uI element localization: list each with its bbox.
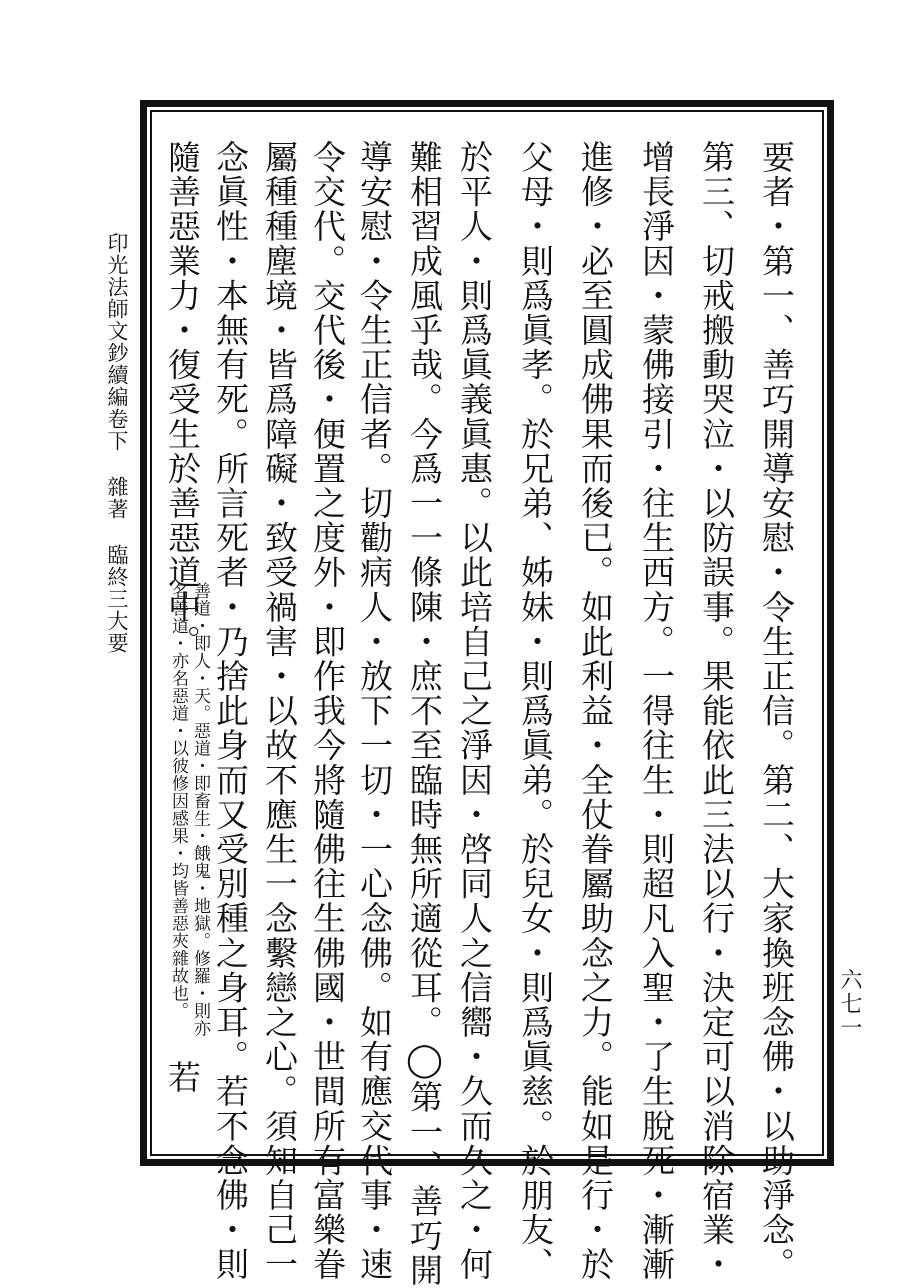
text-column-10: 屬種種塵境・皆爲障礙・致受禍害・以故不應生一念繫戀之心。須知自己一 <box>260 140 299 1282</box>
text-column-4: 進修・必至圓成佛果而後已。如此利益・全仗眷屬助念之力。能如是行・於 <box>576 140 615 1282</box>
note-line-1: 善道・即人・天。惡道・即畜生・餓鬼・地獄。修羅・則亦 <box>190 582 210 1037</box>
text-column-2: 第三、切戒搬動哭泣・以防誤事。果能依此三法以行・決定可以消除宿業・ <box>697 140 736 1282</box>
text-column-8: 導安慰・令生正信者。切勸病人・放下一切・一心念佛。如有應交代事・速 <box>355 140 394 1282</box>
last-column-main-text: 隨善惡業力・復受生於善惡道中。 <box>163 140 202 659</box>
text-column-1: 要者・第一、善巧開導安慰・令生正信。第二、大家換班念佛・以助淨念。 <box>757 140 796 1282</box>
text-column-5: 父母・則爲眞孝。於兄弟、姊妹・則爲眞弟。於兒女・則爲眞慈。於朋友、 <box>516 140 555 1282</box>
running-head <box>106 232 127 654</box>
book-title: 印光法師文鈔續編卷下 <box>105 232 129 452</box>
text-column-11: 念眞性・本無有死。所言死者・乃捨此身而又受別種之身耳。若不念佛・則 <box>211 140 250 1282</box>
text-column-6: 於平人・則爲眞義眞惠。以此培自己之淨因・啓同人之信嚮・久而久之・何 <box>455 140 494 1282</box>
note-line-2: 名善道・亦名惡道・以彼修因感果・均皆善惡夾雜故也。 <box>168 582 188 1020</box>
text-column-12 <box>163 140 210 1140</box>
text-column-3: 增長淨因・蒙佛接引・往生西方。一得往生・則超凡入聖・了生脫死・漸漸 <box>637 140 676 1282</box>
interlinear-note <box>148 582 208 1062</box>
last-column-tail-char: 若 <box>163 1060 202 1093</box>
text-column-9: 令交代。交代後・便置之度外・即作我今將隨佛往生佛國・世間所有富樂眷 <box>308 140 347 1282</box>
text-column-7: 難相習成風乎哉。今爲一一條陳・庶不至臨時無所適從耳。◯第一、善巧開 <box>405 140 444 1288</box>
article-title: 臨終三大要 <box>105 544 129 654</box>
page-number: 六七一 <box>837 968 862 1040</box>
section-title: 雜著 <box>105 476 129 520</box>
